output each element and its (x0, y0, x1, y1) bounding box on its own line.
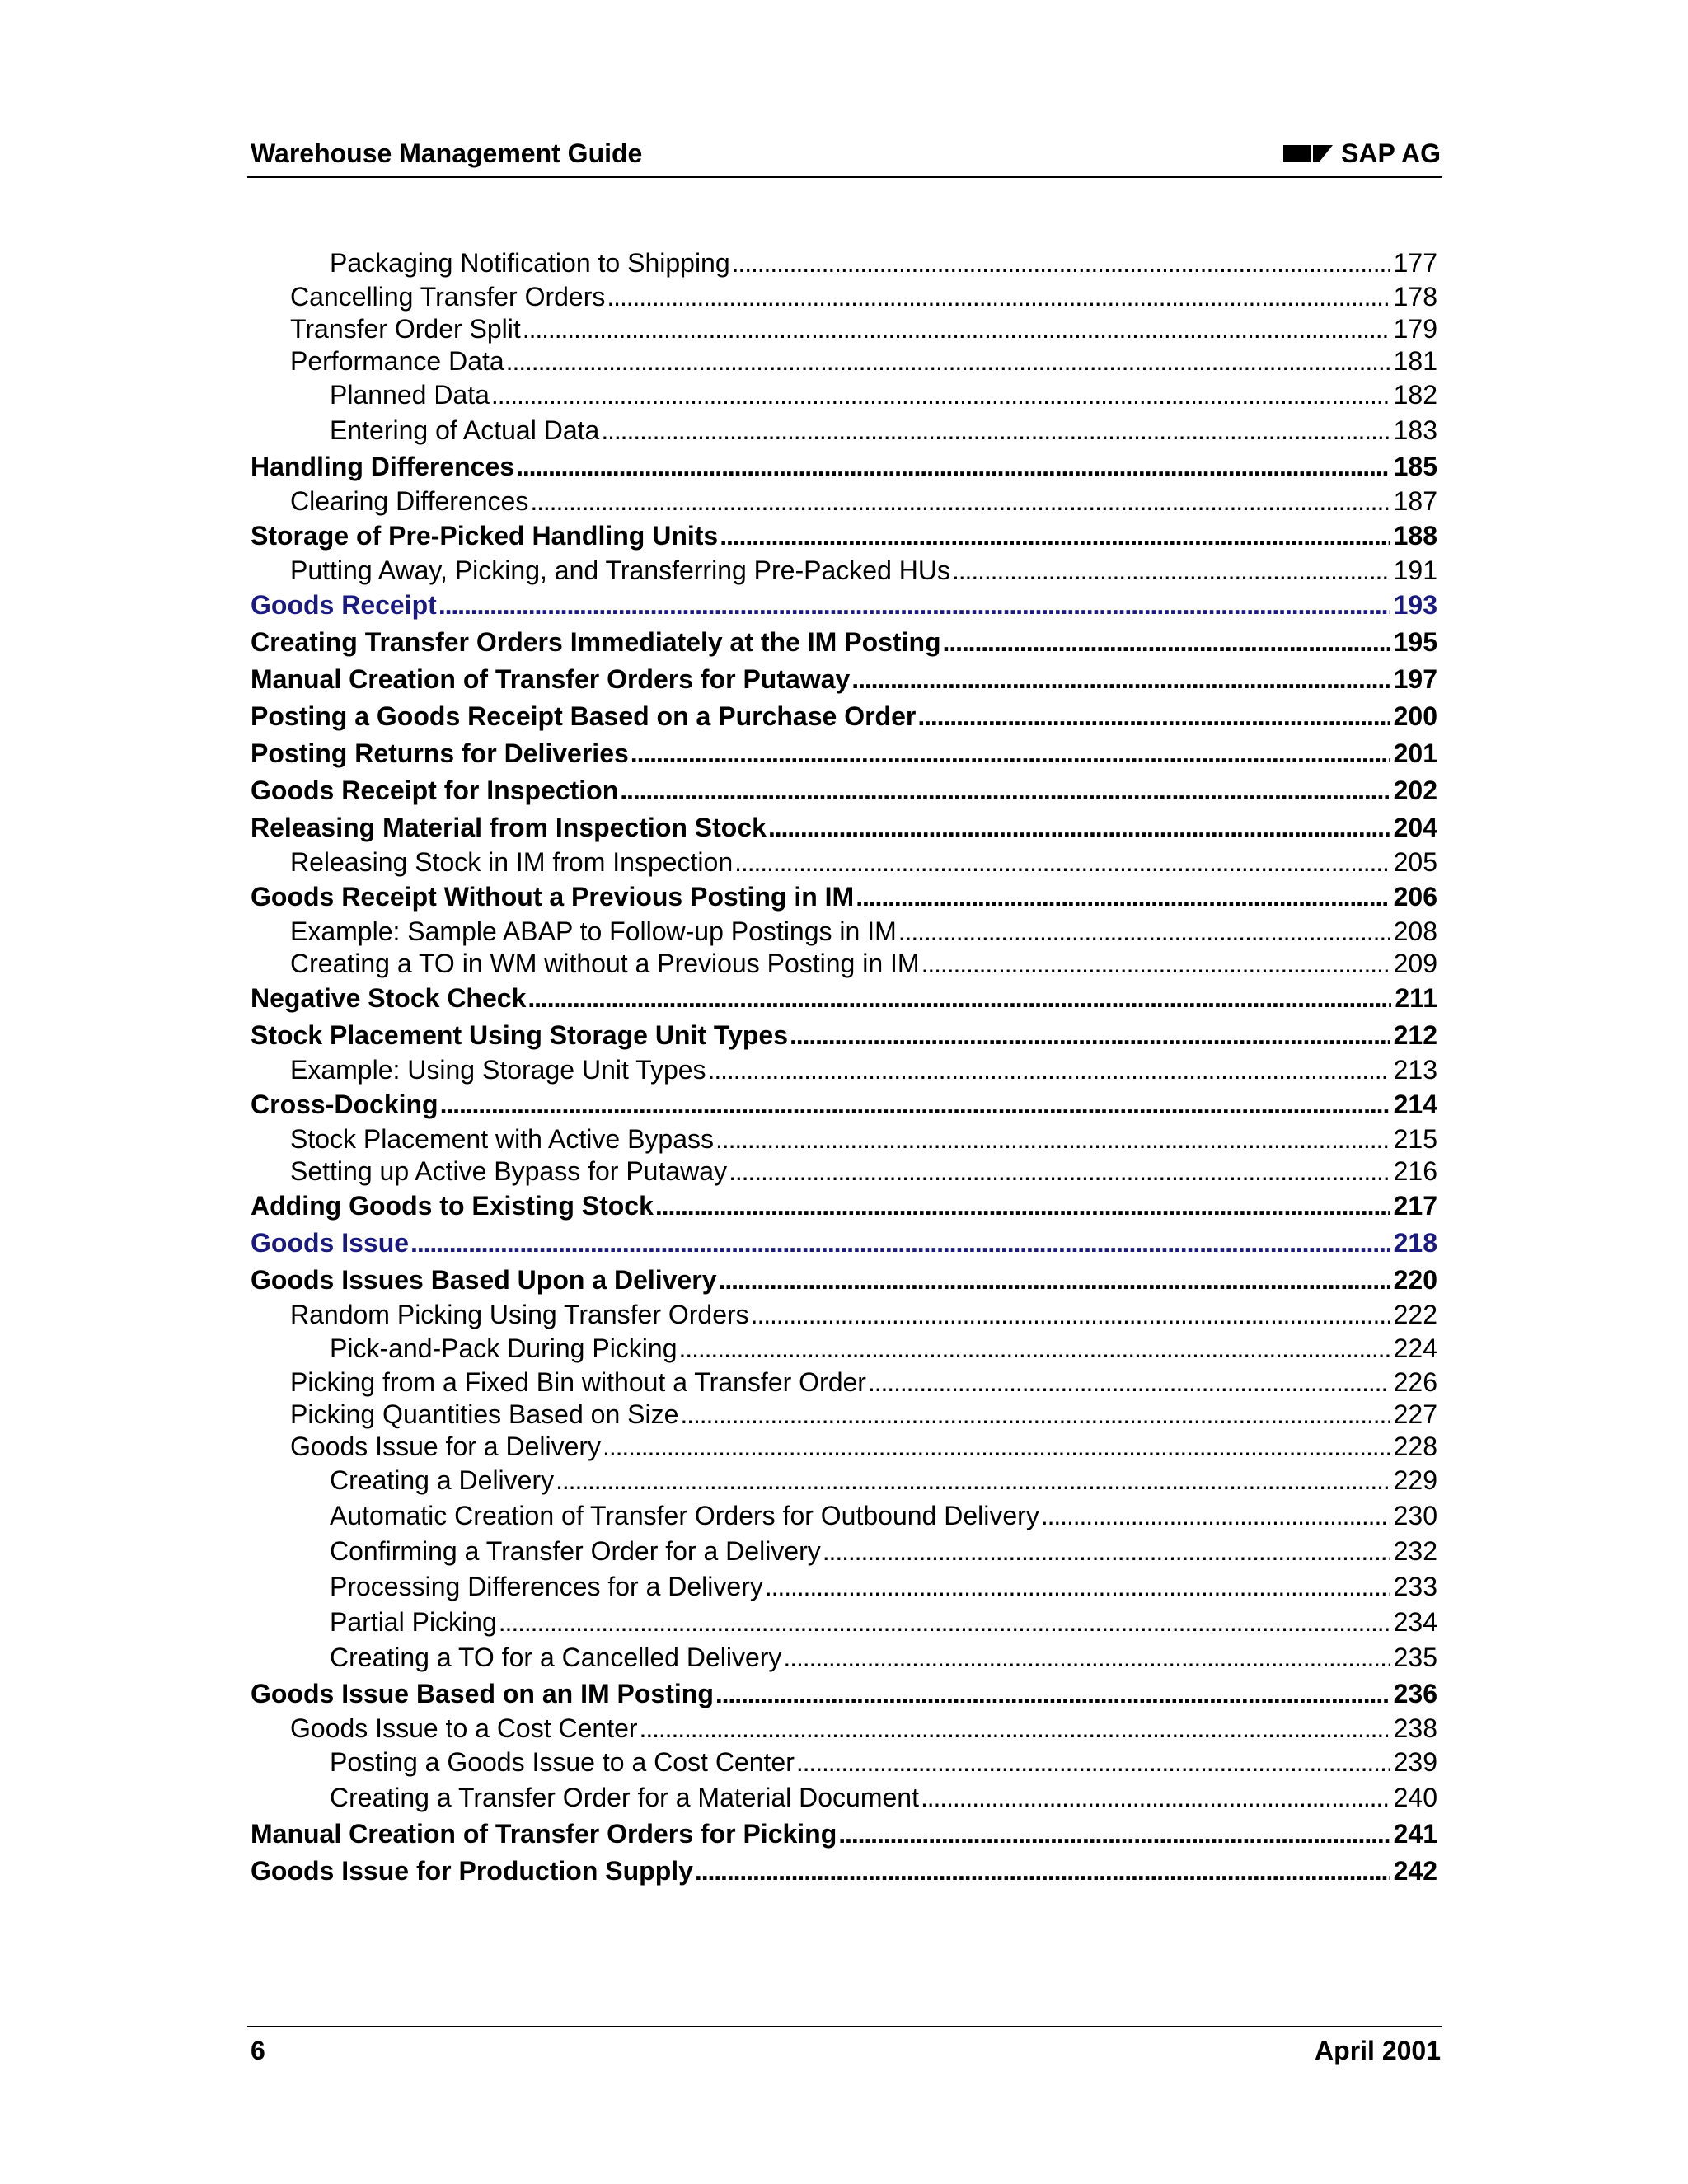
dot-leader (601, 413, 1390, 448)
toc-entry[interactable] (251, 1086, 1437, 1123)
toc-entry-page: 188 (1393, 521, 1437, 551)
toc-entry-page: 177 (1393, 248, 1437, 278)
toc-entry-page: 179 (1393, 314, 1437, 344)
toc-entry[interactable] (251, 1605, 1437, 1640)
toc-entry[interactable] (251, 661, 1437, 698)
toc-entry[interactable] (251, 1534, 1437, 1569)
dot-leader (1041, 1498, 1390, 1534)
toc-entry-title: Goods Issues Based Upon a Delivery (251, 1265, 717, 1295)
dot-leader (943, 624, 1390, 661)
dot-leader (523, 313, 1390, 345)
toc-entry-page: 183 (1393, 415, 1437, 445)
toc-entry-title: Creating a TO for a Cancelled Delivery (330, 1643, 782, 1672)
toc-entry-title: Goods Receipt for Inspection (251, 776, 619, 805)
toc-entry-title: Goods Issue for Production Supply (251, 1856, 693, 1886)
dot-leader (768, 809, 1390, 846)
dot-leader (438, 587, 1390, 624)
dot-leader (720, 518, 1390, 555)
toc-entry-page: 227 (1393, 1399, 1437, 1429)
toc-entry-title: Transfer Order Split (290, 314, 521, 344)
toc-entry-page: 242 (1393, 1856, 1437, 1886)
dot-leader (790, 1017, 1390, 1054)
dot-leader (516, 448, 1390, 485)
dot-leader (868, 1366, 1390, 1399)
toc-entry-page: 241 (1393, 1819, 1437, 1849)
toc-entry-title: Releasing Material from Inspection Stock (251, 813, 767, 842)
toc-entry[interactable] (251, 1498, 1437, 1534)
toc-entry[interactable] (251, 1366, 1437, 1399)
toc-entry[interactable] (251, 313, 1437, 345)
toc-entry-page: 236 (1393, 1679, 1437, 1708)
toc-entry-page: 230 (1393, 1501, 1437, 1530)
toc-entry[interactable] (251, 1399, 1437, 1431)
toc-entry-title: Picking from a Fixed Bin without a Transfer Order (290, 1367, 866, 1397)
toc-entry-page: 191 (1393, 555, 1437, 585)
toc-entry-title: Stock Placement Using Storage Unit Types (251, 1020, 789, 1050)
dot-leader (440, 1086, 1390, 1123)
toc-entry-page: 206 (1393, 882, 1437, 912)
page-header (247, 134, 1442, 178)
dot-leader (715, 1675, 1390, 1713)
toc-entry-page: 229 (1393, 1465, 1437, 1495)
toc-entry-page: 232 (1393, 1536, 1437, 1566)
dot-leader (655, 1188, 1390, 1225)
toc-entry-page: 208 (1393, 916, 1437, 946)
page-footer (247, 2026, 1442, 2077)
toc-entry-title: Creating a Transfer Order for a Material Document (330, 1783, 919, 1812)
toc-entry-title: Manual Creation of Transfer Orders for Picking (251, 1819, 837, 1849)
dot-leader (783, 1640, 1390, 1675)
toc-entry-page: 222 (1393, 1300, 1437, 1329)
toc-entry-title: Planned Data (330, 380, 490, 410)
dot-leader (796, 1745, 1390, 1780)
dot-leader (708, 1054, 1390, 1086)
toc-entry-title: Performance Data (290, 346, 504, 376)
toc-entry-page: 217 (1393, 1191, 1437, 1221)
toc-entry[interactable] (251, 735, 1437, 772)
toc-entry-title: Goods Issue Based on an IM Posting (251, 1679, 714, 1708)
toc-entry-page: 224 (1393, 1333, 1437, 1363)
toc-entry-title: Entering of Actual Data (330, 415, 600, 445)
toc-entry-page: 226 (1393, 1367, 1437, 1397)
toc-entry-title: Handling Differences (251, 452, 515, 481)
toc-entry-title: Storage of Pre-Picked Handling Units (251, 521, 719, 551)
toc-entry-page: 182 (1393, 380, 1437, 410)
toc-entry-title: Releasing Stock in IM from Inspection (290, 847, 734, 877)
toc-entry-title: Putting Away, Picking, and Transferring Pre-Packed HUs (290, 555, 950, 585)
toc-entry[interactable] (251, 281, 1437, 313)
toc-entry[interactable] (251, 413, 1437, 448)
toc-entry-title: Goods Issue (251, 1228, 410, 1258)
toc-entry[interactable] (251, 1853, 1437, 1890)
toc-entry[interactable] (251, 1017, 1437, 1054)
toc-entry-page: 187 (1393, 486, 1437, 516)
dot-leader (607, 281, 1390, 313)
toc-entry-title: Creating a TO in WM without a Previous Posting in IM (290, 949, 920, 978)
toc-entry-page: 214 (1393, 1090, 1437, 1119)
dot-leader (491, 377, 1390, 413)
toc-entry-page: 178 (1393, 282, 1437, 312)
dot-leader (719, 1262, 1390, 1299)
dot-leader (603, 1431, 1390, 1463)
toc-entry-page: 200 (1393, 701, 1437, 731)
dot-leader (952, 555, 1390, 587)
toc-entry[interactable] (251, 555, 1437, 587)
brand (1283, 137, 1441, 170)
toc-entry[interactable] (251, 1780, 1437, 1816)
toc-entry-title: Manual Creation of Transfer Orders for Putaway (251, 664, 851, 694)
toc-entry[interactable] (251, 345, 1437, 377)
toc-entry-title: Posting a Goods Issue to a Cost Center (330, 1747, 795, 1777)
toc-entry-page: 205 (1393, 847, 1437, 877)
toc-entry-title: Goods Receipt (251, 590, 437, 620)
toc-entry-title: Processing Differences for a Delivery (330, 1572, 763, 1601)
toc-entry-title: Creating Transfer Orders Immediately at the IM Posting (251, 627, 941, 657)
toc-entry-page: 212 (1393, 1020, 1437, 1050)
toc-entry[interactable] (251, 1713, 1437, 1745)
toc-entry-title: Setting up Active Bypass for Putaway (290, 1156, 728, 1186)
toc-entry-title: Cross-Docking (251, 1090, 438, 1119)
toc-chapter-entry[interactable] (251, 587, 1437, 624)
toc-entry[interactable] (251, 698, 1437, 735)
toc-entry[interactable] (251, 916, 1437, 948)
dot-leader (695, 1853, 1390, 1890)
dot-leader (734, 846, 1390, 879)
toc-entry-page: 202 (1393, 776, 1437, 805)
toc-entry-page: 228 (1393, 1432, 1437, 1461)
toc-entry-page: 209 (1393, 949, 1437, 978)
toc-entry-title: Posting a Goods Receipt Based on a Purchase Order (251, 701, 917, 731)
toc-entry[interactable] (251, 1054, 1437, 1086)
toc-entry-title: Cancelling Transfer Orders (290, 282, 606, 312)
toc-entry[interactable] (251, 1155, 1437, 1188)
dot-leader (499, 1605, 1390, 1640)
toc-entry[interactable] (251, 518, 1437, 555)
toc-entry[interactable] (251, 485, 1437, 518)
toc-entry[interactable] (251, 1640, 1437, 1675)
brand-name: SAP AG (1341, 138, 1441, 168)
toc-entry-title: Random Picking Using Transfer Orders (290, 1300, 749, 1329)
toc-entry-title: Pick-and-Pack During Picking (330, 1333, 678, 1363)
toc-entry-title: Example: Using Storage Unit Types (290, 1055, 706, 1085)
toc-entry[interactable] (251, 948, 1437, 980)
toc-entry-title: Example: Sample ABAP to Follow-up Postings in IM (290, 916, 897, 946)
dot-leader (765, 1569, 1390, 1605)
toc-entry[interactable] (251, 1299, 1437, 1331)
publication-date: April 2001 (1315, 2036, 1441, 2065)
toc-entry-page: 204 (1393, 813, 1437, 842)
dot-leader (921, 948, 1390, 980)
toc-entry-title: Clearing Differences (290, 486, 529, 516)
toc-entry-page: 233 (1393, 1572, 1437, 1601)
sap-logo-icon (1283, 143, 1333, 163)
dot-leader (715, 1123, 1390, 1155)
toc-entry[interactable] (251, 1463, 1437, 1498)
dot-leader (751, 1299, 1390, 1331)
toc-entry-page: 239 (1393, 1747, 1437, 1777)
toc-entry[interactable] (251, 1262, 1437, 1299)
toc-entry-title: Confirming a Transfer Order for a Delivery (330, 1536, 821, 1566)
dot-leader (530, 485, 1390, 518)
toc-entry[interactable] (251, 1675, 1437, 1713)
toc-entry[interactable] (251, 1569, 1437, 1605)
toc-entry[interactable] (251, 809, 1437, 846)
toc-entry-title: Automatic Creation of Transfer Orders for Outbound Delivery (330, 1501, 1039, 1530)
toc-entry-page: 213 (1393, 1055, 1437, 1085)
dot-leader (410, 1225, 1390, 1262)
toc-entry-title: Adding Goods to Existing Stock (251, 1191, 654, 1221)
dot-leader (732, 246, 1390, 281)
document-title: Warehouse Management Guide (251, 138, 643, 168)
toc-entry-page: 238 (1393, 1713, 1437, 1743)
toc-entry-page: 193 (1393, 590, 1437, 620)
dot-leader (631, 735, 1390, 772)
dot-leader (898, 916, 1390, 948)
toc-entry[interactable] (251, 1431, 1437, 1463)
toc-entry-page: 201 (1393, 738, 1437, 768)
dot-leader (921, 1780, 1390, 1816)
toc-entry[interactable] (251, 624, 1437, 661)
toc-entry-title: Stock Placement with Active Bypass (290, 1124, 714, 1154)
table-of-contents (251, 246, 1437, 1890)
dot-leader (851, 661, 1390, 698)
dot-leader (823, 1534, 1390, 1569)
toc-entry-page: 235 (1393, 1643, 1437, 1672)
toc-entry-page: 240 (1393, 1783, 1437, 1812)
toc-entry[interactable] (251, 246, 1437, 281)
dot-leader (856, 879, 1390, 916)
toc-entry-page: 234 (1393, 1607, 1437, 1637)
toc-entry-page: 185 (1393, 452, 1437, 481)
dot-leader (838, 1816, 1390, 1853)
toc-entry-page: 195 (1393, 627, 1437, 657)
toc-entry[interactable] (251, 1816, 1437, 1853)
dot-leader (729, 1155, 1390, 1188)
dot-leader (917, 698, 1390, 735)
dot-leader (679, 1331, 1390, 1366)
dot-leader (506, 345, 1390, 377)
dot-leader (528, 980, 1391, 1017)
toc-entry[interactable] (251, 377, 1437, 413)
toc-entry[interactable] (251, 846, 1437, 879)
toc-entry-title: Picking Quantities Based on Size (290, 1399, 679, 1429)
toc-entry-title: Goods Receipt Without a Previous Posting in IM (251, 882, 855, 912)
toc-entry-page: 218 (1393, 1228, 1437, 1258)
dot-leader (640, 1713, 1390, 1745)
toc-entry[interactable] (251, 448, 1437, 485)
page-number: 6 (251, 2036, 265, 2065)
toc-entry-page: 216 (1393, 1156, 1437, 1186)
toc-entry[interactable] (251, 1123, 1437, 1155)
toc-entry[interactable] (251, 879, 1437, 916)
toc-entry[interactable] (251, 1331, 1437, 1366)
toc-entry-page: 220 (1393, 1265, 1437, 1295)
toc-entry[interactable] (251, 1188, 1437, 1225)
toc-chapter-entry[interactable] (251, 1225, 1437, 1262)
toc-entry[interactable] (251, 1745, 1437, 1780)
toc-entry[interactable] (251, 980, 1437, 1017)
toc-entry-title: Negative Stock Check (251, 983, 527, 1013)
dot-leader (680, 1399, 1390, 1431)
toc-entry-title: Partial Picking (330, 1607, 497, 1637)
toc-entry-page: 211 (1395, 983, 1437, 1013)
toc-entry-title: Packaging Notification to Shipping (330, 248, 730, 278)
toc-entry-page: 215 (1393, 1124, 1437, 1154)
toc-entry-title: Goods Issue for a Delivery (290, 1432, 602, 1461)
toc-entry-page: 181 (1393, 346, 1437, 376)
toc-entry-page: 197 (1393, 664, 1437, 694)
dot-leader (556, 1463, 1390, 1498)
dot-leader (620, 772, 1390, 809)
toc-entry-title: Posting Returns for Deliveries (251, 738, 629, 768)
toc-entry-title: Goods Issue to a Cost Center (290, 1713, 638, 1743)
toc-entry-title: Creating a Delivery (330, 1465, 555, 1495)
toc-entry[interactable] (251, 772, 1437, 809)
